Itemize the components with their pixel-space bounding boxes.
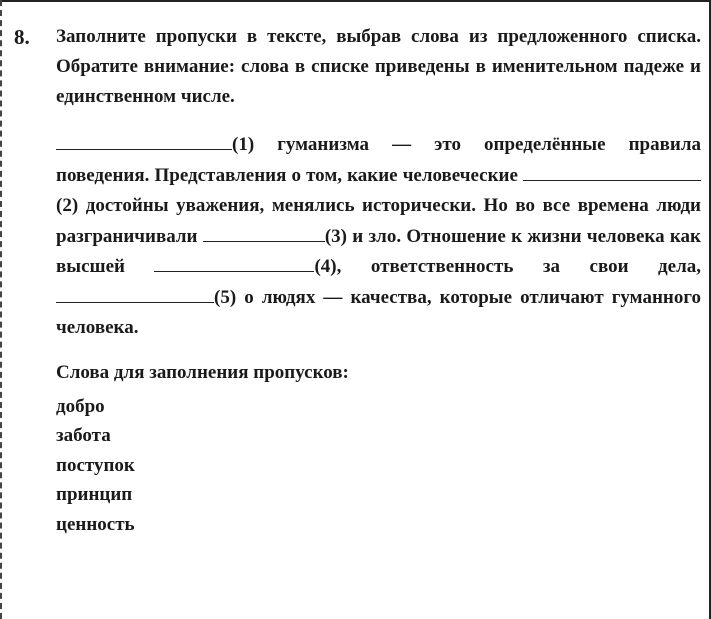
word-bank-title: Слова для заполнения пропусков: bbox=[56, 361, 349, 383]
blank-2[interactable] bbox=[523, 162, 701, 181]
blank-marker-1: (1) bbox=[232, 134, 255, 155]
blank-marker-4: (4) bbox=[314, 256, 337, 277]
task-content bbox=[56, 22, 701, 539]
blank-marker-2: (2) bbox=[56, 195, 79, 216]
word-bank-item: ценность bbox=[56, 513, 135, 535]
passage-segment-5: о людях — качества, которые отличают гуманного человека. bbox=[56, 286, 701, 338]
blank-4[interactable] bbox=[154, 253, 314, 272]
blank-1[interactable] bbox=[56, 131, 232, 150]
blank-marker-5: (5) bbox=[214, 286, 237, 308]
word-bank-item: поступок bbox=[56, 454, 135, 476]
word-bank-item: добро bbox=[56, 395, 105, 417]
blank-3[interactable] bbox=[203, 223, 325, 242]
passage-segment-1: гуманизма — это определённые правила поведения. Представления о том, какие человеческие bbox=[56, 134, 701, 186]
passage-segment-3: и зло. Отношение к жизни человека как высшей bbox=[56, 225, 701, 277]
word-bank-item: забота bbox=[56, 425, 111, 446]
passage-segment-2: достойны уважения, менялись исторически. Но во все времена люди разграничивали bbox=[56, 195, 701, 247]
page-left-dashed-border bbox=[0, 0, 2, 619]
page-top-border bbox=[0, 0, 711, 2]
blank-marker-3: (3) bbox=[324, 225, 347, 247]
word-bank-item: принцип bbox=[56, 484, 133, 505]
passage-segment-4: , ответственность за свои дела, bbox=[336, 256, 701, 277]
passage-text bbox=[56, 130, 701, 344]
task-instruction: Заполните пропуски в тексте, выбрав слова из предложенного списка. Обратите внимание: слова в списке приведены в именительном падеже и единственном числе. bbox=[56, 26, 701, 107]
blank-5[interactable] bbox=[56, 284, 214, 303]
word-bank-list bbox=[56, 392, 701, 540]
task-number: 8. bbox=[14, 25, 30, 49]
